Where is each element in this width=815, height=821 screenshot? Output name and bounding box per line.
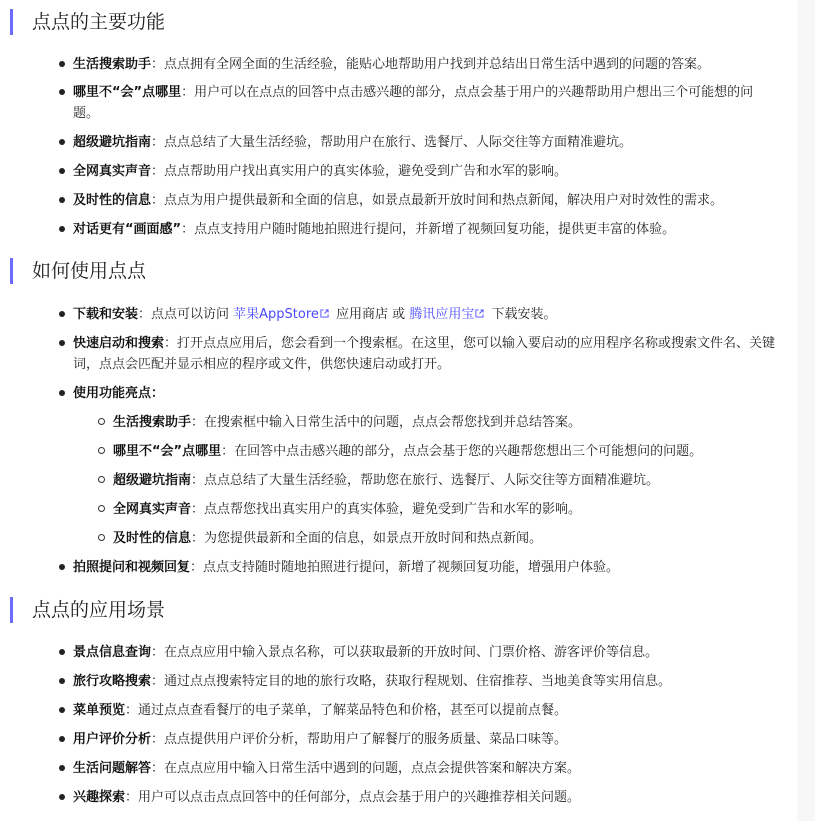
external-link-icon bbox=[475, 309, 484, 318]
list-item bbox=[73, 758, 778, 779]
list-item bbox=[73, 700, 778, 721]
bullet bbox=[59, 564, 65, 570]
list-item bbox=[73, 787, 778, 808]
bullet bbox=[59, 390, 65, 396]
list-item bbox=[73, 132, 778, 153]
item-text: ：点点总结了大量生活经验，帮助用户在旅行、选餐厅、人际交往等方面精准避坑。 bbox=[151, 135, 633, 150]
item-title: 超级避坑指南 bbox=[73, 135, 152, 150]
item-text: ：用户可以在点点的回答中点击感兴趣的部分，点点会基于用户的兴趣帮助用户想出三个可能想的问题。 bbox=[73, 85, 754, 121]
item-text: ：在点点应用中输入日常生活中遇到的问题，点点会提供答案和解决方案。 bbox=[151, 761, 581, 776]
item-title: 景点信息查询 bbox=[73, 645, 152, 660]
item-title: 用户评价分析 bbox=[73, 732, 152, 747]
item-title: 兴趣探索 bbox=[73, 790, 126, 805]
bullet bbox=[59, 197, 65, 203]
bullet bbox=[59, 649, 65, 655]
bullet bbox=[98, 476, 105, 483]
item-text: ：点点可以访问 bbox=[138, 307, 234, 322]
item-text: ：通过点点搜索特定目的地的旅行攻略，获取行程规划、住宿推荐、当地美食等实用信息。 bbox=[151, 674, 672, 689]
bullet bbox=[59, 707, 65, 713]
item-text: ：为您提供最新和全面的信息，如景点开放时间和热点新闻。 bbox=[191, 531, 543, 546]
section-heading-scenarios: 点点的应用场景 bbox=[10, 597, 165, 623]
item-text: ：打开点点应用后，您会看到一个搜索框。在这里，您可以输入要启动的应用程序名称或搜索文件名、关键词，点点会匹配并显示相应的程序或文件，供您快速启动或打开。 bbox=[73, 336, 776, 372]
item-text: ：点点为用户提供最新和全面的信息，如景点最新开放时间和热点新闻，解决用户对时效性的需求。 bbox=[151, 193, 724, 208]
item-text: ：通过点点查看餐厅的电子菜单，了解菜品特色和价格，甚至可以提前点餐。 bbox=[125, 703, 568, 718]
item-title: 生活搜索助手 bbox=[73, 57, 152, 72]
bullet bbox=[59, 794, 65, 800]
list-item-quickstart bbox=[73, 333, 778, 375]
item-text: ：在搜索框中输入日常生活中的问题，点点会帮您找到并总结答案。 bbox=[191, 415, 582, 430]
external-link-icon bbox=[320, 309, 329, 318]
appstore-link[interactable]: 苹果AppStore bbox=[233, 307, 319, 322]
sub-list-item bbox=[113, 412, 778, 433]
item-text: ：在回答中点击感兴趣的部分，点点会基于您的兴趣帮您想出三个可能想问的问题。 bbox=[221, 444, 703, 459]
item-text: ：在点点应用中输入景点名称，可以获取最新的开放时间、门票价格、游客评价等信息。 bbox=[151, 645, 659, 660]
bullet bbox=[98, 418, 105, 425]
bullet bbox=[59, 168, 65, 174]
item-title: 使用功能亮点 bbox=[73, 386, 152, 401]
bullet bbox=[59, 765, 65, 771]
bullet bbox=[59, 226, 65, 232]
item-title: 哪里不“会”点哪里 bbox=[113, 444, 222, 459]
list-item-highlights bbox=[73, 383, 778, 404]
item-title: 对话更有“画面感” bbox=[73, 222, 182, 237]
item-title: 生活问题解答 bbox=[73, 761, 152, 776]
bullet bbox=[98, 447, 105, 454]
item-title: 下载和安装 bbox=[73, 307, 139, 322]
item-title: 全网真实声音 bbox=[113, 502, 192, 517]
list-item bbox=[73, 219, 778, 240]
list-item bbox=[73, 642, 778, 663]
item-text: ：点点提供用户评价分析，帮助用户了解餐厅的服务质量、菜品口味等。 bbox=[151, 732, 568, 747]
bullet bbox=[59, 736, 65, 742]
bullet bbox=[98, 505, 105, 512]
section-heading-usage: 如何使用点点 bbox=[10, 258, 146, 284]
list-item bbox=[73, 671, 778, 692]
item-text: ：点点帮您找出真实用户的真实体验，避免受到广告和水军的影响。 bbox=[191, 502, 582, 517]
list-item bbox=[73, 190, 778, 211]
bullet bbox=[59, 139, 65, 145]
item-title: 全网真实声音 bbox=[73, 164, 152, 179]
section-heading-features: 点点的主要功能 bbox=[10, 9, 165, 35]
list-item-download bbox=[73, 304, 778, 325]
bullet bbox=[98, 534, 105, 541]
item-title: 旅行攻略搜索 bbox=[73, 674, 152, 689]
list-item bbox=[73, 82, 778, 124]
item-title: 拍照提问和视频回复 bbox=[73, 560, 191, 575]
item-text: ：点点支持随时随地拍照进行提问，新增了视频回复功能，增强用户体验。 bbox=[190, 560, 620, 575]
sub-list-item bbox=[113, 441, 778, 462]
list-item-photo bbox=[73, 557, 778, 578]
bullet bbox=[59, 89, 65, 95]
list-item bbox=[73, 161, 778, 182]
item-title: 超级避坑指南 bbox=[113, 473, 192, 488]
tencent-appstore-link[interactable]: 腾讯应用宝 bbox=[409, 307, 475, 322]
bullet bbox=[59, 678, 65, 684]
item-text: ：点点拥有全网全面的生活经验，能贴心地帮助用户找到并总结出日常生活中遇到的问题的答案。 bbox=[151, 57, 711, 72]
bullet bbox=[59, 311, 65, 317]
item-title: 快速启动和搜索 bbox=[73, 336, 165, 351]
list-item bbox=[73, 729, 778, 750]
item-title: 及时性的信息 bbox=[73, 193, 152, 208]
item-text: 应用商店 或 bbox=[331, 307, 410, 322]
item-text: ：用户可以点击点点回答中的任何部分，点点会基于用户的兴趣推荐相关问题。 bbox=[125, 790, 581, 805]
bullet bbox=[59, 61, 65, 67]
list-item bbox=[73, 54, 778, 75]
item-text: 下载安装。 bbox=[487, 307, 557, 322]
scrollbar-track[interactable] bbox=[797, 0, 815, 821]
bullet bbox=[59, 340, 65, 346]
item-colon: ： bbox=[151, 386, 165, 401]
item-title: 生活搜索助手 bbox=[113, 415, 192, 430]
item-title: 及时性的信息 bbox=[113, 531, 192, 546]
sub-list-item bbox=[113, 528, 778, 549]
item-text: ：点点总结了大量生活经验，帮助您在旅行、选餐厅、人际交往等方面精准避坑。 bbox=[191, 473, 660, 488]
item-title: 哪里不“会”点哪里 bbox=[73, 85, 182, 100]
sub-list-item bbox=[113, 470, 778, 491]
item-text: ：点点支持用户随时随地拍照进行提问，并新增了视频回复功能，提供更丰富的体验。 bbox=[181, 222, 676, 237]
item-title: 菜单预览 bbox=[73, 703, 126, 718]
item-text: ：点点帮助用户找出真实用户的真实体验，避免受到广告和水军的影响。 bbox=[151, 164, 568, 179]
sub-list-item bbox=[113, 499, 778, 520]
